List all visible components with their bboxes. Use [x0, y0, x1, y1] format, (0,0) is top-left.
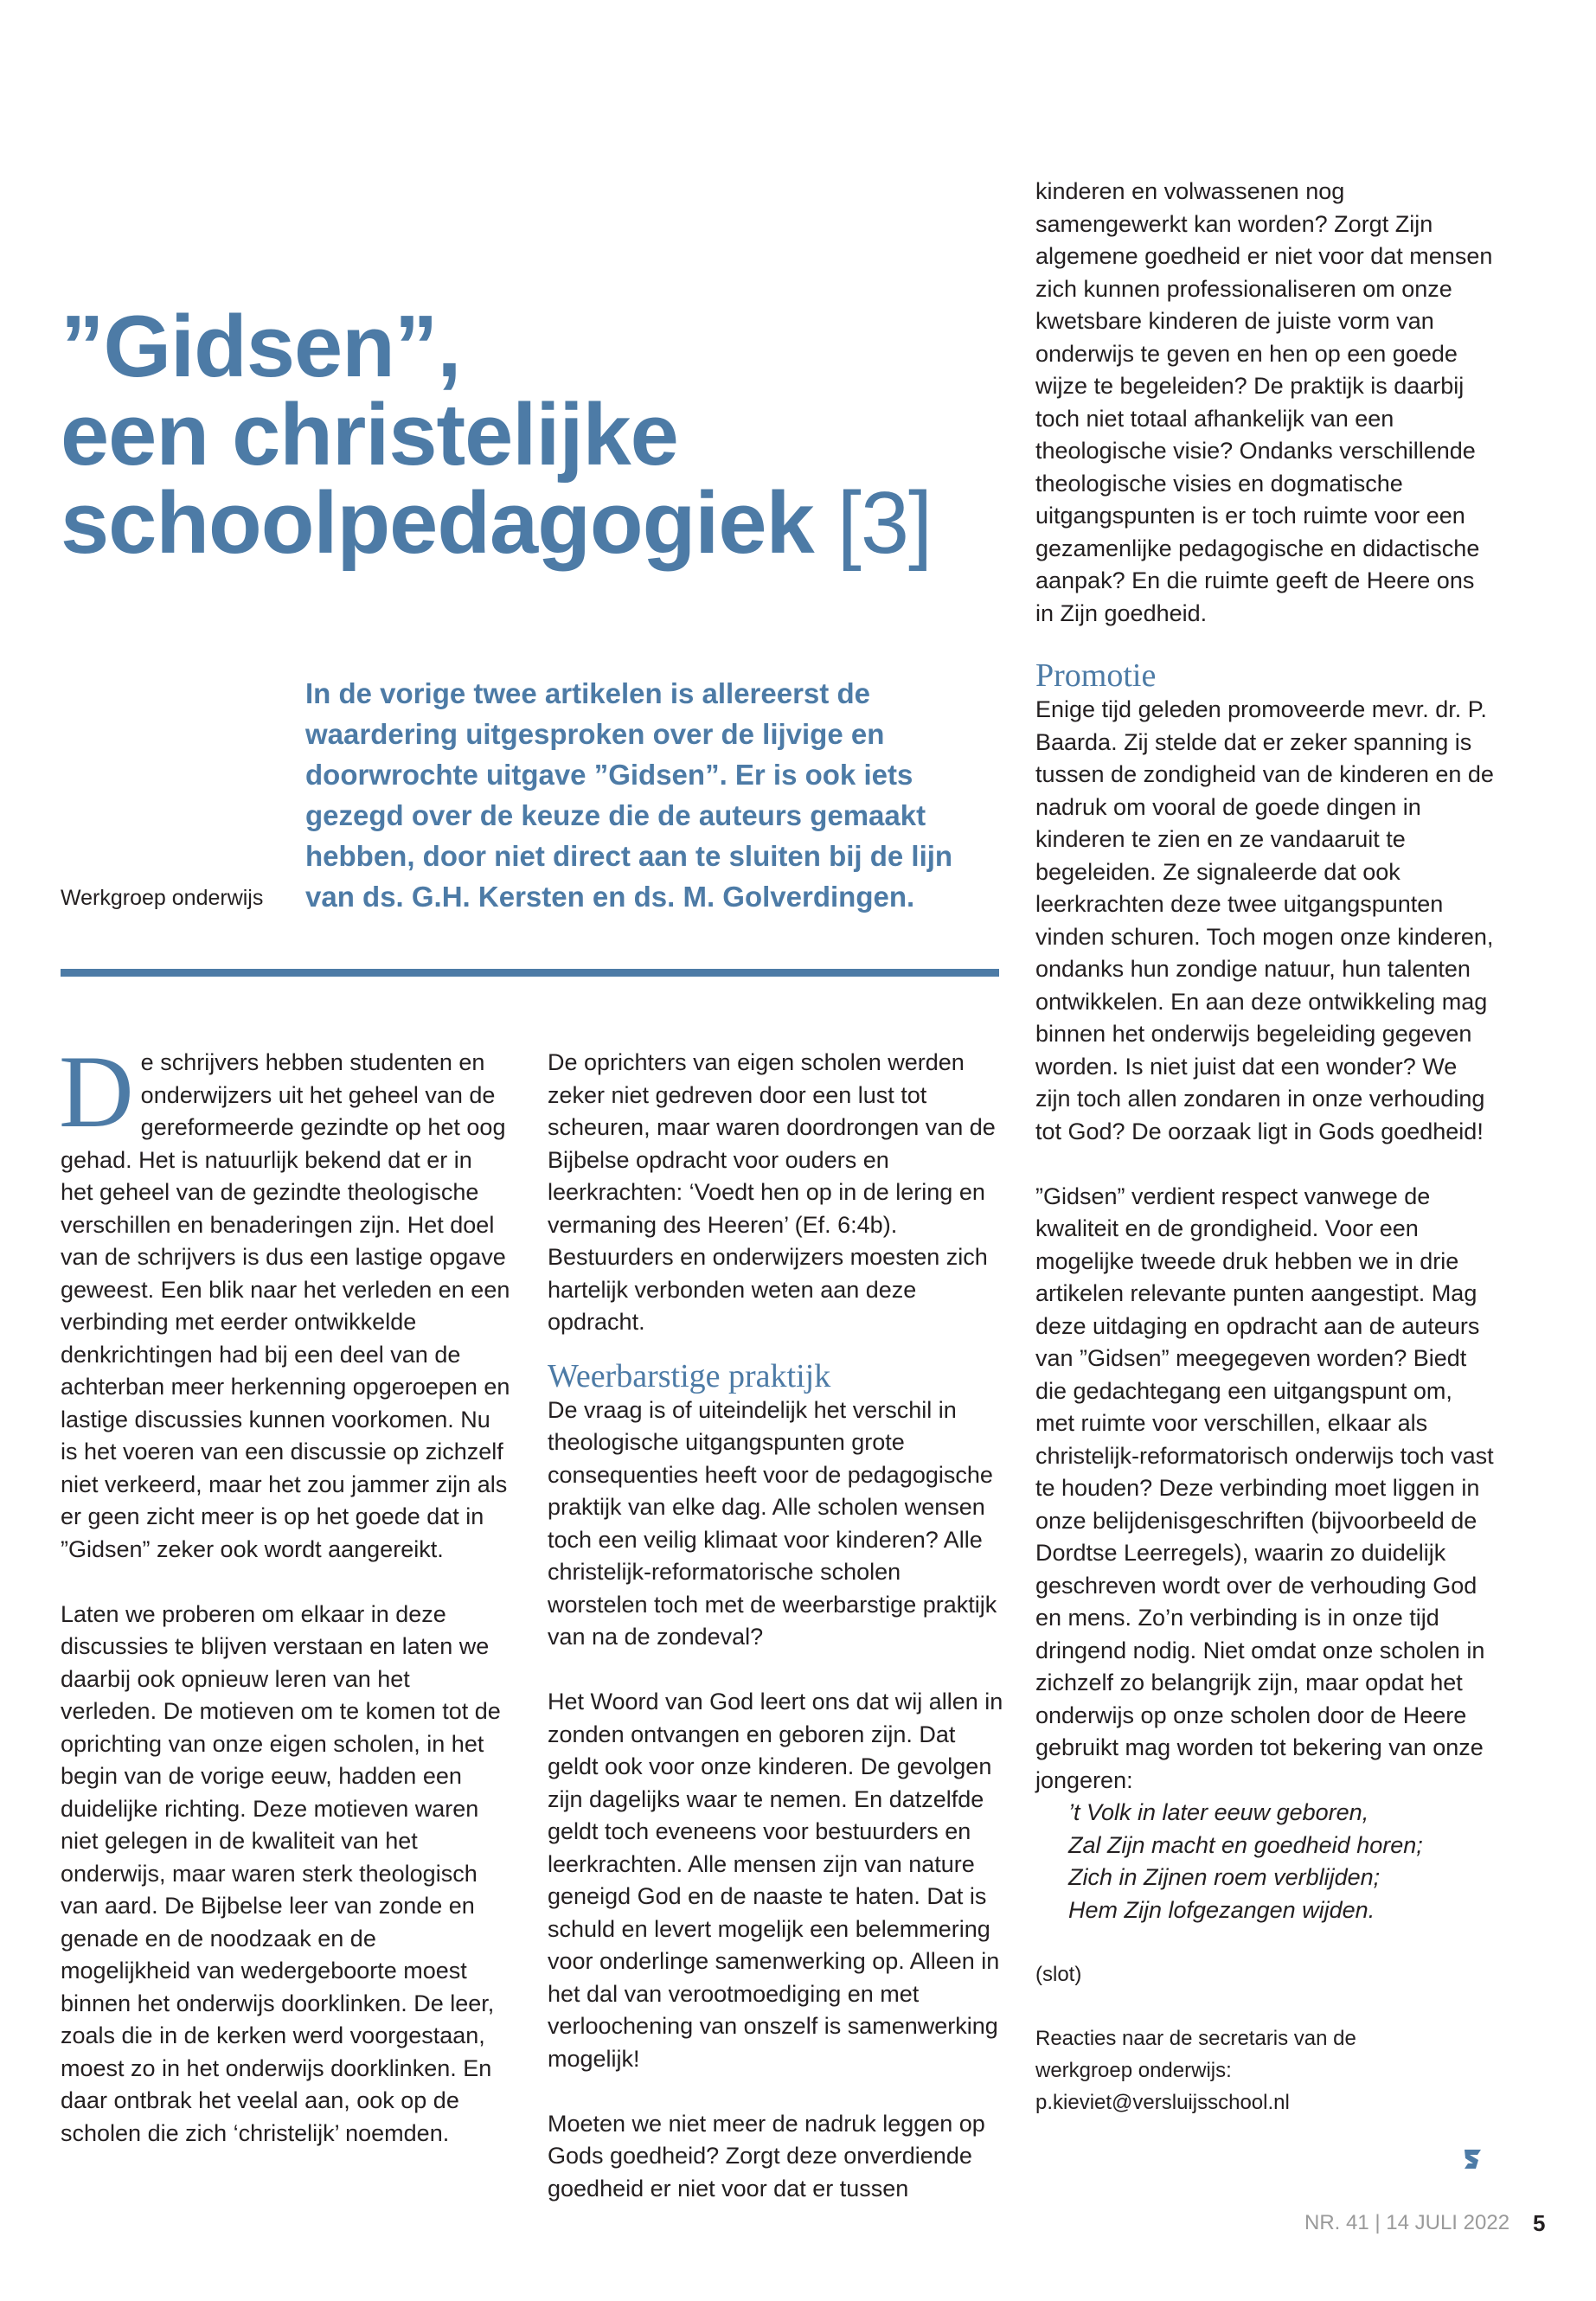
slot-note: (slot)	[1035, 1963, 1082, 1986]
article-intro: In de vorige twee artikelen is allereerst de waardering uitgesproken over de lijvige en doorwrochte uitgave ”Gidsen”. Er is ook iets gezegd over de keuze die de auteurs gemaakt hebben, door niet direct aan te sluiten bij de lijn van ds. G.H. Kersten en ds. M. Golverdingen.	[305, 677, 953, 913]
title-line-2: een christelijke	[61, 387, 678, 484]
column-2-paragraph-2: De vraag is of uiteindelijk het verschil in theologische uitgangspunten grote consequenties heeft voor de pedagogische praktijk van elke dag. Alle scholen wensen toch een veilig klimaat voor kinderen? Alle christelijk-reformatorische scholen worstelen toch met de weerbarstige praktijk van na de zondeval?	[548, 1396, 997, 1650]
article-title	[61, 298, 1012, 572]
title-line-3-text: schoolpedagogiek	[61, 475, 814, 572]
column-2-paragraph-4: Moeten we niet meer de nadruk leggen op Gods goedheid? Zorgt deze onverdiende goedheid er niet voor dat er tussen	[548, 2110, 985, 2202]
reactions-email[interactable]: p.kieviet@versluijsschool.nl	[1035, 2091, 1290, 2114]
column-2	[548, 1047, 1006, 2205]
issue-info: NR. 41 | 14 JULI 2022	[1304, 2211, 1510, 2234]
column-1-paragraph-1	[59, 1034, 510, 1566]
column-3-paragraph-3: ”Gidsen” verdient respect vanwege de kwaliteit en de grondigheid. Voor een mogelijke tweede druk hebben we in drie artikelen relevante punten aangestipt. Mag deze uitdaging en opdracht aan de auteurs van ”Gidsen” meegegeven worden? Biedt die gedachtegang een uitgangspunt om, met ruimte voor verschillen, elkaar als christelijk-reformatorisch onderwijs toch vast te houden? Deze verbinding moet liggen in onze belijdenisgeschriften (bijvoorbeeld de Dordtse Leerregels), waarin zo duidelijk geschreven wordt over de verhouding God en mens. Zo’n verbinding is in onze tijd dringend nodig. Niet omdat onze scholen in zichzelf zo belangrijk zijn, maar opdat het onderwijs op onze scholen door de Heere gebruikt mag worden tot bekering van onze jongeren:	[1035, 1183, 1494, 1793]
drop-cap: D	[59, 1034, 134, 1149]
reactions-line: Reacties naar de secretaris van de	[1035, 2027, 1356, 2050]
reactions-note	[1035, 2022, 1494, 2118]
page-number: 5	[1533, 2210, 1546, 2236]
byline: Werkgroep onderwijs	[61, 886, 264, 910]
poem-line: Zal Zijn macht en goedheid horen;	[1068, 1831, 1423, 1858]
column-1	[59, 1034, 510, 2150]
column-3	[1035, 176, 1494, 2118]
column-3-paragraph-2: Enige tijd geleden promoveerde mevr. dr. P. Baarda. Zij stelde dat er zeker spanning is tussen de zondigheid van de kinderen en de nadruk om vooral de goede dingen in kinderen te zien en ze vandaaruit te begeleiden. Ze signaleerde dat ook leerkrachten deze twee uitgangspunten vinden schuren. Toch mogen onze kinderen, ondanks hun zondige natuur, hun talenten ontwikkelen. En aan deze ontwikkeling mag binnen het onderwijs begeleiding gegeven worden. Is niet juist dat een wonder? We zijn toch allen zondaren in onze verhouding tot God? De oorzaak ligt in Gods goedheid!	[1035, 696, 1494, 1144]
column-1-paragraph-2: Laten we proberen om elkaar in deze discussies te blijven verstaan en laten we daarbij ook opnieuw leren van het verleden. De motieven om te komen tot de oprichting van onze eigen scholen, in het begin van de vorige eeuw, hadden een duidelijke richting. Deze motieven waren niet gelegen in de kwaliteit van het onderwijs, maar waren sterk theologisch van aard. De Bijbelse leer van zonde en genade en de noodzaak en de mogelijkheid van wedergeboorte moest binnen het onderwijs doorklinken. De leer, zoals die in de kerken werd voorgestaan, moest zo in het onderwijs doorklinken. En daar ontbrak het veelal aan, ook op de scholen die zich ‘christelijk’ noemden.	[61, 1600, 501, 2146]
heading-promotie: Promotie	[1035, 657, 1157, 694]
title-line-3	[61, 475, 1012, 572]
poem-line: ’t Volk in later eeuw geboren,	[1068, 1799, 1369, 1825]
poem	[1035, 1797, 1494, 1926]
title-line-1: ”Gidsen”,	[61, 298, 461, 395]
magazine-logo-icon	[1462, 2148, 1484, 2170]
divider-rule	[61, 969, 999, 977]
title-part-number: [3]	[836, 475, 933, 572]
heading-weerbarstige-praktijk: Weerbarstige praktijk	[548, 1357, 831, 1394]
poem-line: Hem Zijn lofgezangen wijden.	[1068, 1896, 1375, 1923]
column-2-paragraph-3: Het Woord van God leert ons dat wij allen in zonden ontvangen en geboren zijn. Dat geldt ook voor onze kinderen. De gevolgen zijn dagelijks waar te nemen. En datzelfde geldt toch eveneens voor bestuurders en leerkrachten. Alle mensen zijn van nature geneigd God en de naaste te haten. Dat is schuld en levert mogelijk een belemmering voor onderlinge samenwerking op. Alleen in het dal van verootmoediging en met verloochening van onszelf is samenwerking mogelijk!	[548, 1689, 1003, 2072]
column-3-paragraph-1: kinderen en volwassenen nog samengewerkt kan worden? Zorgt Zijn algemene goedheid er niet voor dat mensen zich kunnen professionaliseren om onze kwetsbare kinderen de juiste vorm van onderwijs te geven en hen op een goede wijze te begeleiden? De praktijk is daarbij toch niet totaal afhankelijk van een theologische visie? Ondanks verschillende theologische visies en dogmatische uitgangspunten is er toch ruimte voor een gezamenlijke pedagogische en didactische aanpak? En die ruimte geeft de Heere ons in Zijn goedheid.	[1035, 178, 1493, 626]
poem-line: Zich in Zijnen roem verblijden;	[1068, 1864, 1381, 1890]
reactions-line: werkgroep onderwijs:	[1035, 2059, 1232, 2082]
column-2-paragraph-1: De oprichters van eigen scholen werden zeker niet gedreven door een lust tot scheuren, maar waren doordrongen van de Bijbelse opdracht voor ouders en leerkrachten: ‘Voedt hen op in de lering en vermaning des Heeren’ (Ef. 6:4b). Bestuurders en onderwijzers moesten zich hartelijk verbonden weten aan deze opdracht.	[548, 1049, 996, 1335]
column-1-paragraph-1-text: e schrijvers hebben studenten en onderwijzers uit het geheel van de gereformeerde gezindte op het oog gehad. Het is natuurlijk bekend dat er in het geheel van de gezindte theologische verschillen en benaderingen zijn. Het doel van de schrijvers is dus een lastige opgave geweest. Een blik naar het verleden en een verbinding met eerder ontwikkelde denkrichtingen had bij een deel van de achterban meer herkenning opgeroepen en lastige discussies kunnen voorkomen. Nu is het voeren van een discussie op zichzelf niet verkeerd, maar het zou jammer zijn als er geen zicht meer is op het goede dat in ”Gidsen” zeker ook wordt aangereikt.	[61, 1049, 510, 1562]
